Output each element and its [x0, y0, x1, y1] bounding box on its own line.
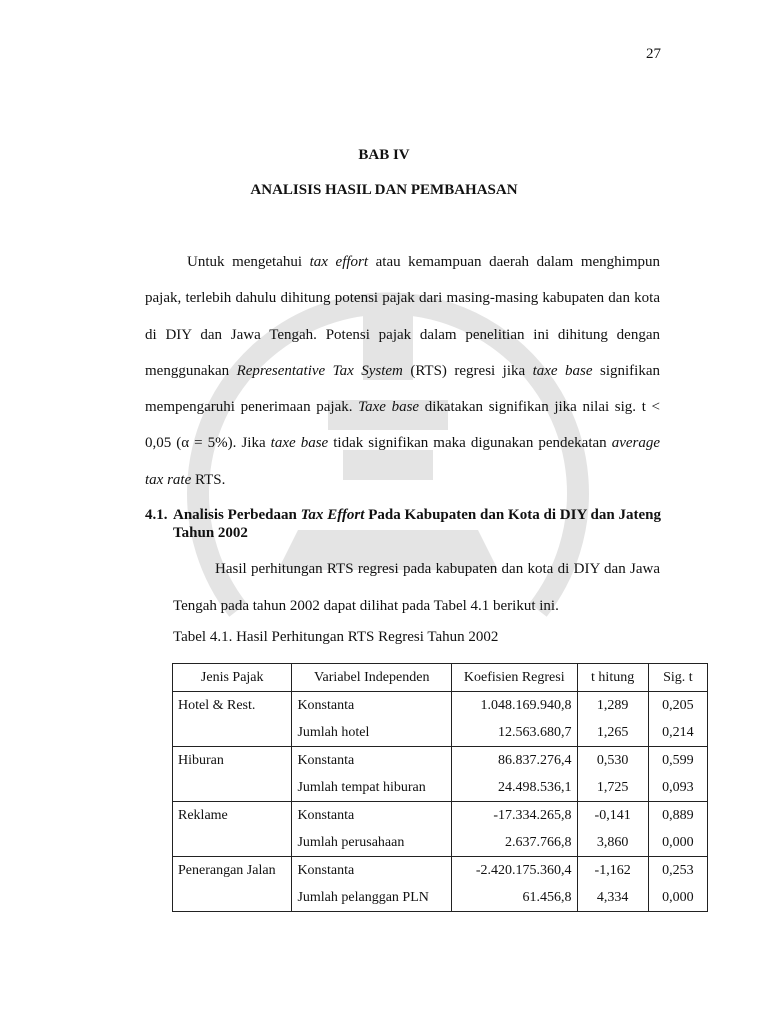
jenis-pajak-cell: Reklame: [173, 802, 292, 857]
variabel-cell: Konstanta Jumlah tempat hiburan: [292, 747, 452, 802]
intro-paragraph: Untuk mengetahui tax effort atau kemampuan daerah dalam menghimpun pajak, terlebih dahulu dihitung potensi pajak dari masing-masing kabupaten dan kota di DIY dan Jawa Tengah. Potensi pajak dalam penelitian ini dihitung dengan menggunakan Representative Tax System (RTS) regresi jika taxe base signifikan mempengaruhi penerimaan pajak. Taxe base dikatakan signifikan jika nilai sig. t < 0,05 (α = 5%). Jika taxe base tidak signifikan maka digunakan pendekatan average tax rate RTS.: [145, 254, 661, 488]
section-heading: [145, 506, 661, 542]
variabel-cell: Konstanta Jumlah hotel: [292, 692, 452, 747]
table-header-row: [173, 664, 708, 692]
table-row: [173, 857, 708, 912]
header-t-hitung: t hitung: [577, 664, 648, 692]
jenis-pajak-cell: Hiburan: [173, 747, 292, 802]
header-variabel: Variabel Independen: [292, 664, 452, 692]
table-row: [173, 692, 708, 747]
t-hitung-cell: -1,162 4,334: [577, 857, 648, 912]
jenis-pajak-cell: Penerangan Jalan: [173, 857, 292, 912]
koefisien-cell: -17.334.265,8 2.637.766,8: [452, 802, 577, 857]
t-hitung-cell: 1,289 1,265: [577, 692, 648, 747]
chapter-title: ANALISIS HASIL DAN PEMBAHASAN: [250, 182, 518, 198]
jenis-pajak-cell: Hotel & Rest.: [173, 692, 292, 747]
t-hitung-cell: 0,530 1,725: [577, 747, 648, 802]
sig-t-cell: 0,599 0,093: [648, 747, 707, 802]
variabel-cell: Konstanta Jumlah perusahaan: [292, 802, 452, 857]
koefisien-cell: -2.420.175.360,4 61.456,8: [452, 857, 577, 912]
table-row: [173, 747, 708, 802]
section-paragraph: Hasil perhitungan RTS regresi pada kabupaten dan kota di DIY dan Jawa Tengah pada tahun 2002 dapat dilihat pada Tabel 4.1 berikut ini.: [173, 561, 660, 614]
t-hitung-cell: -0,141 3,860: [577, 802, 648, 857]
section-title: Analisis Perbedaan Tax Effort Pada Kabupaten dan Kota di DIY dan Jateng Tahun 2002: [173, 507, 662, 541]
variabel-cell: Konstanta Jumlah pelanggan PLN: [292, 857, 452, 912]
sig-t-cell: 0,253 0,000: [648, 857, 707, 912]
koefisien-cell: 86.837.276,4 24.498.536,1: [452, 747, 577, 802]
sig-t-cell: 0,205 0,214: [648, 692, 707, 747]
header-koefisien: Koefisien Regresi: [452, 664, 577, 692]
header-sig-t: Sig. t: [648, 664, 707, 692]
section-number: 4.1.: [145, 507, 168, 523]
header-jenis-pajak: Jenis Pajak: [173, 664, 292, 692]
page-number: 27: [646, 46, 661, 62]
table-caption: Tabel 4.1. Hasil Perhitungan RTS Regresi Tahun 2002: [173, 629, 499, 645]
sig-t-cell: 0,889 0,000: [648, 802, 707, 857]
table-row: [173, 802, 708, 857]
koefisien-cell: 1.048.169.940,8 12.563.680,7: [452, 692, 577, 747]
chapter-number: BAB IV: [358, 147, 410, 163]
rts-regression-table: [172, 663, 708, 912]
